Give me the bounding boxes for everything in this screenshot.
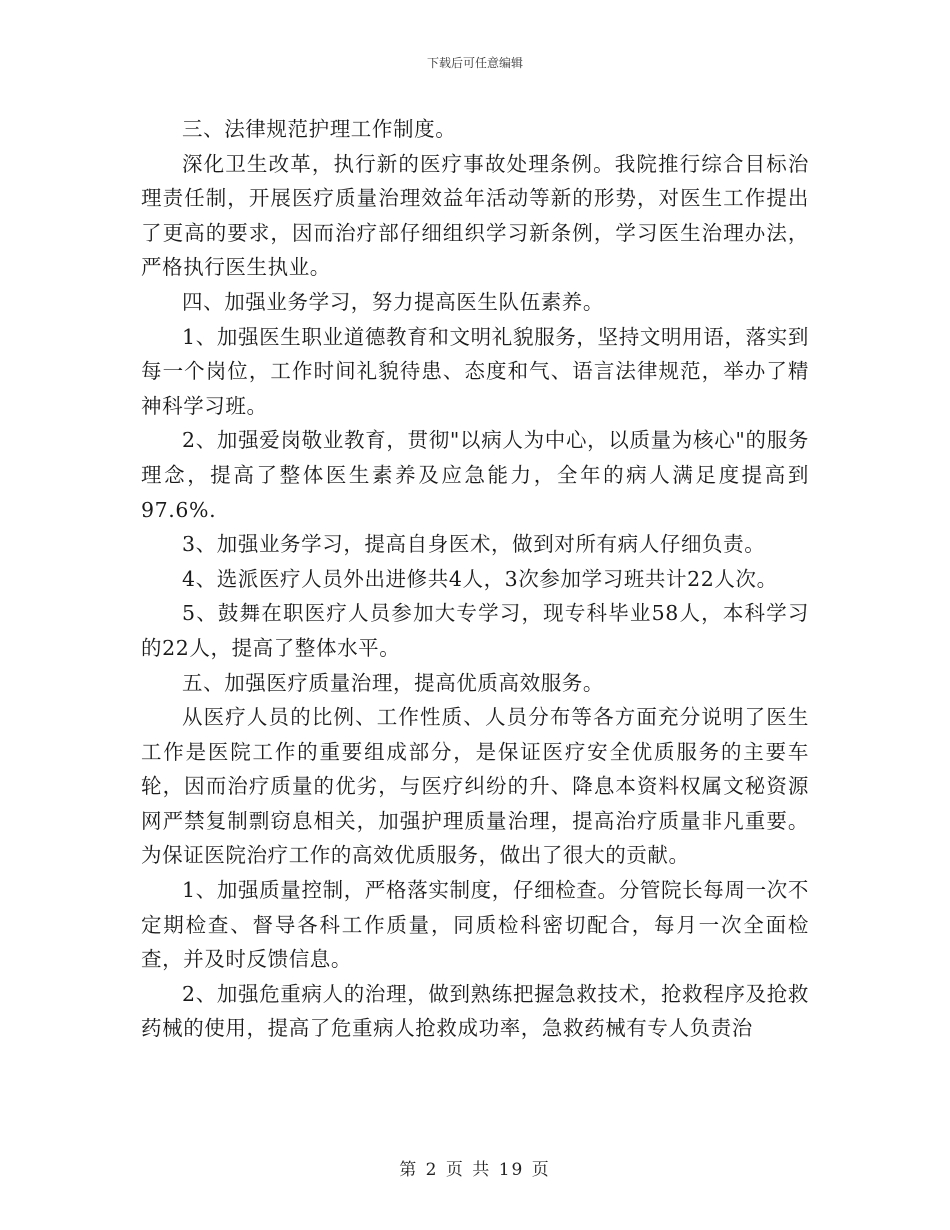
section-heading-4: 四、加强业务学习，努力提高医生队伍素养。 bbox=[182, 289, 604, 314]
list-item: 5、鼓舞在职医疗人员参加大专学习，现专科毕业58人，本科学习的22人，提高了整体水平。 bbox=[141, 601, 809, 660]
document-body bbox=[141, 112, 809, 1046]
list-item: 1、加强质量控制，严格落实制度，仔细检查。分管院长每周一次不定期检查、督导各科工作质量，同质检科密切配合，每月一次全面检查，并及时反馈信息。 bbox=[141, 878, 809, 972]
section-heading-3: 三、法律规范护理工作制度。 bbox=[182, 117, 457, 141]
list-item: 1、加强医生职业道德教育和文明礼貌服务，坚持文明用语，落实到每一个岗位，工作时间礼貌待患、态度和气、语言法律规范，举办了精神科学习班。 bbox=[141, 324, 809, 418]
paragraph: 深化卫生改革，执行新的医疗事故处理条例。我院推行综合目标治理责任制，开展医疗质量治理效益年活动等新的形势，对医生工作提出了更高的要求，因而治疗部仔细组织学习新条例，学习医生治理办法，严格执行医生执业。 bbox=[141, 151, 809, 280]
paragraph: 从医疗人员的比例、工作性质、人员分布等各方面充分说明了医生工作是医院工作的重要组成部分，是保证医疗安全优质服务的主要车轮，因而治疗质量的优劣，与医疗纠纷的升、降息本资料权属文秘资源网严禁复制剽窃息相关，加强护理质量治理，提高治疗质量非凡重要。为保证医院治疗工作的高效优质服务，做出了很大的贡献。 bbox=[141, 705, 809, 868]
list-item: 4、选派医疗人员外出进修共4人，3次参加学习班共计22人次。 bbox=[182, 566, 778, 591]
page-header-note: 下载后可任意编辑 bbox=[426, 56, 523, 70]
list-item: 3、加强业务学习，提高自身医术，做到对所有病人仔细负责。 bbox=[182, 532, 766, 557]
page-number: 第 2 页 共 19 页 bbox=[399, 1160, 551, 1180]
list-item: 2、加强爱岗敬业教育，贯彻"以病人为中心，以质量为核心"的服务理念，提高了整体医生素养及应急能力，全年的病人满足度提高到97.6%. bbox=[141, 428, 809, 522]
list-item: 2、加强危重病人的治理，做到熟练把握急救技术，抢救程序及抢救药械的使用，提高了危重病人抢救成功率，急救药械有专人负责治 bbox=[141, 981, 809, 1041]
section-heading-5: 五、加强医疗质量治理，提高优质高效服务。 bbox=[182, 670, 604, 695]
